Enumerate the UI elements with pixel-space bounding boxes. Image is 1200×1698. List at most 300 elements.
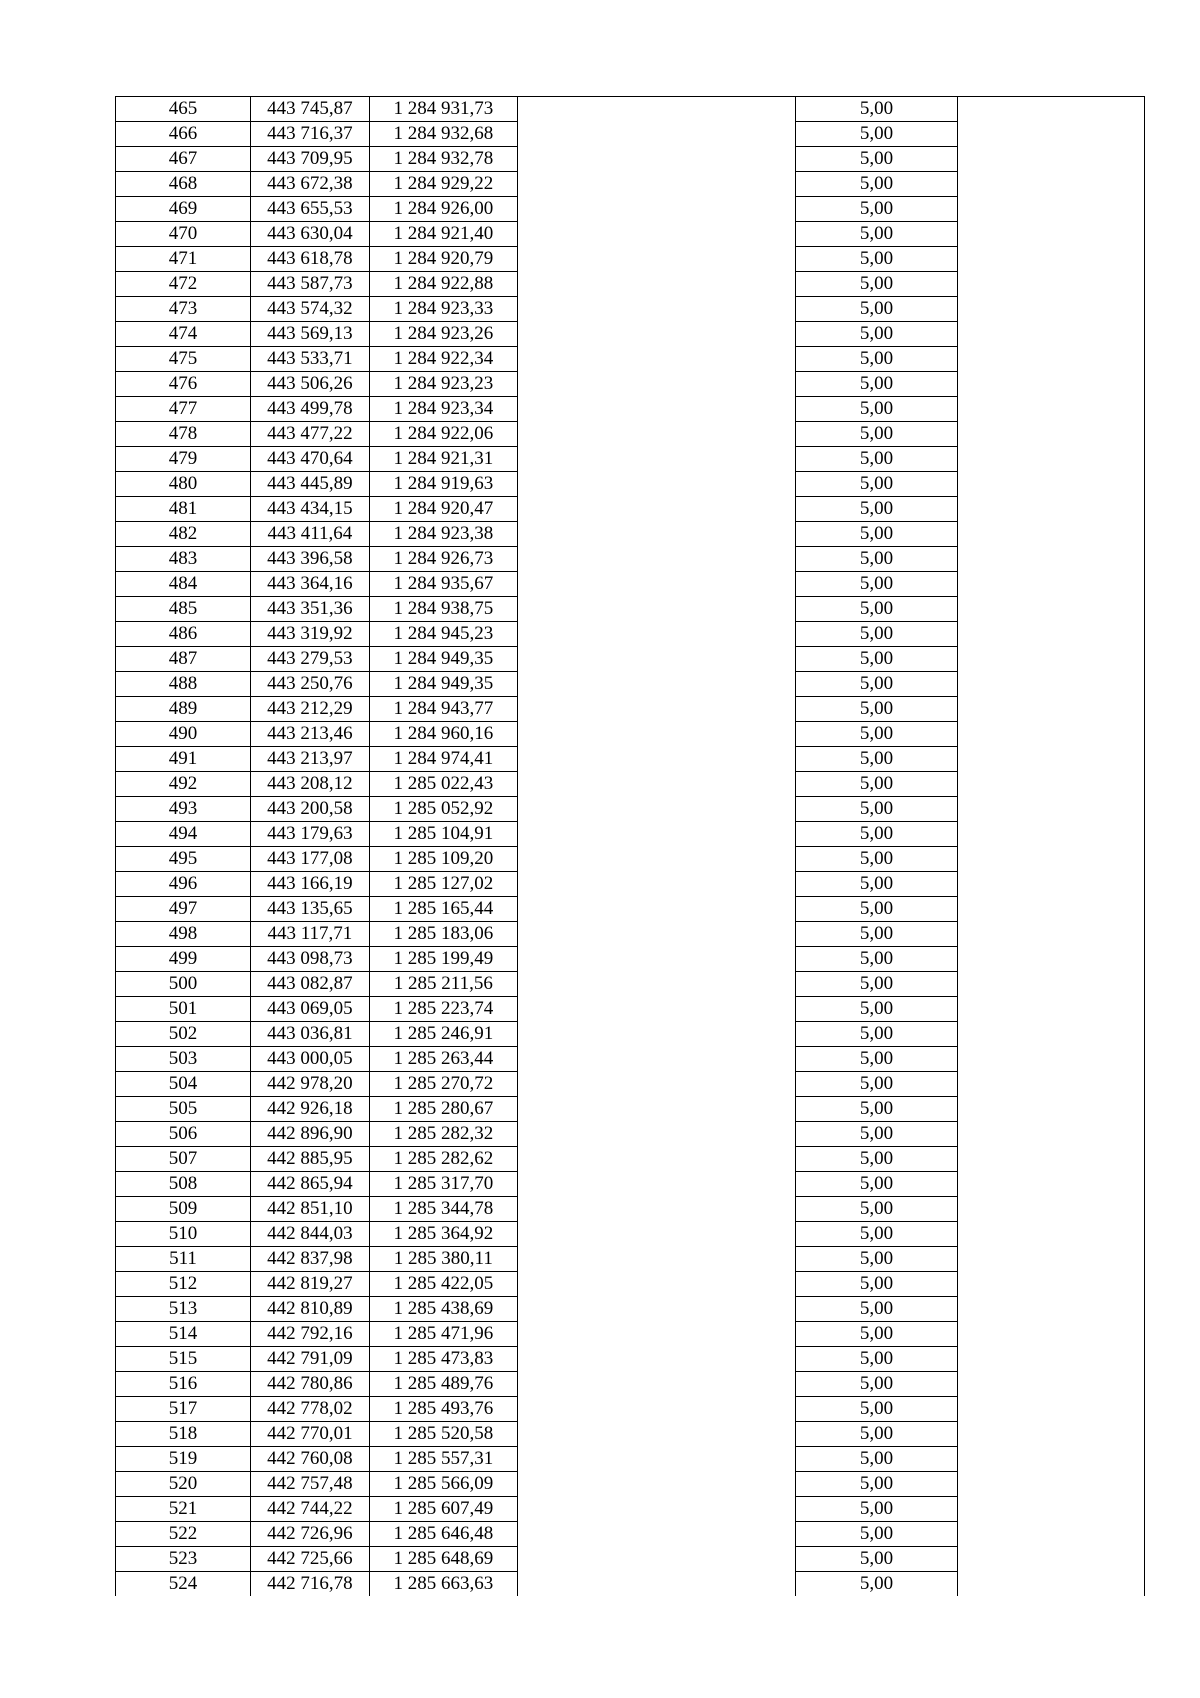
point-number-cell: 476 — [116, 372, 251, 397]
y-coordinate-cell: 1 285 199,49 — [369, 947, 517, 972]
x-coordinate-cell: 443 212,29 — [251, 697, 370, 722]
distance-cell: 5,00 — [796, 472, 958, 497]
empty-cell — [517, 622, 795, 647]
table-row — [116, 872, 1145, 897]
x-coordinate-cell: 443 716,37 — [251, 122, 370, 147]
point-number-cell: 521 — [116, 1497, 251, 1522]
y-coordinate-cell: 1 285 663,63 — [369, 1572, 517, 1597]
point-number-cell: 466 — [116, 122, 251, 147]
x-coordinate-cell: 442 716,78 — [251, 1572, 370, 1597]
table-row — [116, 1472, 1145, 1497]
table-row — [116, 822, 1145, 847]
distance-cell: 5,00 — [796, 1322, 958, 1347]
table-row — [116, 1272, 1145, 1297]
empty-cell — [957, 1297, 1144, 1322]
point-number-cell: 489 — [116, 697, 251, 722]
y-coordinate-cell: 1 284 923,34 — [369, 397, 517, 422]
point-number-cell: 496 — [116, 872, 251, 897]
point-number-cell: 501 — [116, 997, 251, 1022]
table-row — [116, 272, 1145, 297]
point-number-cell: 467 — [116, 147, 251, 172]
distance-cell: 5,00 — [796, 572, 958, 597]
distance-cell: 5,00 — [796, 547, 958, 572]
empty-cell — [517, 1297, 795, 1322]
point-number-cell: 495 — [116, 847, 251, 872]
empty-cell — [957, 722, 1144, 747]
empty-cell — [517, 1047, 795, 1072]
x-coordinate-cell: 443 477,22 — [251, 422, 370, 447]
point-number-cell: 472 — [116, 272, 251, 297]
table-row — [116, 1497, 1145, 1522]
empty-cell — [517, 572, 795, 597]
empty-cell — [957, 922, 1144, 947]
point-number-cell: 475 — [116, 347, 251, 372]
point-number-cell: 493 — [116, 797, 251, 822]
distance-cell: 5,00 — [796, 297, 958, 322]
x-coordinate-cell: 442 791,09 — [251, 1347, 370, 1372]
y-coordinate-cell: 1 284 938,75 — [369, 597, 517, 622]
table-row — [116, 1072, 1145, 1097]
x-coordinate-cell: 443 279,53 — [251, 647, 370, 672]
x-coordinate-cell: 443 200,58 — [251, 797, 370, 822]
empty-cell — [517, 897, 795, 922]
point-number-cell: 502 — [116, 1022, 251, 1047]
empty-cell — [957, 1347, 1144, 1372]
distance-cell: 5,00 — [796, 1072, 958, 1097]
point-number-cell: 484 — [116, 572, 251, 597]
y-coordinate-cell: 1 285 270,72 — [369, 1072, 517, 1097]
distance-cell: 5,00 — [796, 847, 958, 872]
table-row — [116, 622, 1145, 647]
table-row — [116, 697, 1145, 722]
x-coordinate-cell: 442 792,16 — [251, 1322, 370, 1347]
x-coordinate-cell: 443 351,36 — [251, 597, 370, 622]
empty-cell — [517, 997, 795, 1022]
empty-cell — [517, 447, 795, 472]
empty-cell — [957, 947, 1144, 972]
empty-cell — [517, 497, 795, 522]
x-coordinate-cell: 443 213,46 — [251, 722, 370, 747]
table-row — [116, 997, 1145, 1022]
x-coordinate-cell: 443 499,78 — [251, 397, 370, 422]
distance-cell: 5,00 — [796, 422, 958, 447]
point-number-cell: 520 — [116, 1472, 251, 1497]
empty-cell — [957, 747, 1144, 772]
table-row — [116, 397, 1145, 422]
y-coordinate-cell: 1 285 263,44 — [369, 1047, 517, 1072]
y-coordinate-cell: 1 285 648,69 — [369, 1547, 517, 1572]
distance-cell: 5,00 — [796, 872, 958, 897]
distance-cell: 5,00 — [796, 272, 958, 297]
empty-cell — [957, 672, 1144, 697]
x-coordinate-cell: 442 725,66 — [251, 1547, 370, 1572]
x-coordinate-cell: 443 434,15 — [251, 497, 370, 522]
point-number-cell: 498 — [116, 922, 251, 947]
empty-cell — [957, 797, 1144, 822]
point-number-cell: 505 — [116, 1097, 251, 1122]
x-coordinate-cell: 442 819,27 — [251, 1272, 370, 1297]
x-coordinate-cell: 442 810,89 — [251, 1297, 370, 1322]
x-coordinate-cell: 442 744,22 — [251, 1497, 370, 1522]
empty-cell — [957, 822, 1144, 847]
coordinates-table — [115, 96, 1145, 1596]
table-row — [116, 1147, 1145, 1172]
y-coordinate-cell: 1 285 520,58 — [369, 1422, 517, 1447]
distance-cell: 5,00 — [796, 1172, 958, 1197]
distance-cell: 5,00 — [796, 322, 958, 347]
table-row — [116, 647, 1145, 672]
point-number-cell: 468 — [116, 172, 251, 197]
y-coordinate-cell: 1 285 422,05 — [369, 1272, 517, 1297]
empty-cell — [517, 1272, 795, 1297]
table-row — [116, 947, 1145, 972]
empty-cell — [957, 1147, 1144, 1172]
empty-cell — [517, 147, 795, 172]
empty-cell — [517, 1572, 795, 1597]
point-number-cell: 500 — [116, 972, 251, 997]
x-coordinate-cell: 442 926,18 — [251, 1097, 370, 1122]
empty-cell — [517, 522, 795, 547]
empty-cell — [517, 1072, 795, 1097]
table-row — [116, 447, 1145, 472]
distance-cell: 5,00 — [796, 1272, 958, 1297]
x-coordinate-cell: 443 179,63 — [251, 822, 370, 847]
distance-cell: 5,00 — [796, 747, 958, 772]
x-coordinate-cell: 443 135,65 — [251, 897, 370, 922]
point-number-cell: 515 — [116, 1347, 251, 1372]
empty-cell — [957, 1372, 1144, 1397]
empty-cell — [517, 1347, 795, 1372]
empty-cell — [957, 272, 1144, 297]
empty-cell — [517, 172, 795, 197]
table-row — [116, 172, 1145, 197]
point-number-cell: 522 — [116, 1522, 251, 1547]
empty-cell — [957, 497, 1144, 522]
empty-cell — [517, 847, 795, 872]
x-coordinate-cell: 443 364,16 — [251, 572, 370, 597]
table-row — [116, 747, 1145, 772]
point-number-cell: 480 — [116, 472, 251, 497]
y-coordinate-cell: 1 284 929,22 — [369, 172, 517, 197]
point-number-cell: 518 — [116, 1422, 251, 1447]
x-coordinate-cell: 443 411,64 — [251, 522, 370, 547]
empty-cell — [517, 372, 795, 397]
table-row — [116, 197, 1145, 222]
empty-cell — [957, 147, 1144, 172]
y-coordinate-cell: 1 284 923,38 — [369, 522, 517, 547]
table-row — [116, 1397, 1145, 1422]
table-row — [116, 472, 1145, 497]
point-number-cell: 471 — [116, 247, 251, 272]
empty-cell — [957, 1047, 1144, 1072]
y-coordinate-cell: 1 285 473,83 — [369, 1347, 517, 1372]
empty-cell — [957, 472, 1144, 497]
distance-cell: 5,00 — [796, 622, 958, 647]
distance-cell: 5,00 — [796, 997, 958, 1022]
empty-cell — [517, 1322, 795, 1347]
x-coordinate-cell: 442 851,10 — [251, 1197, 370, 1222]
empty-cell — [957, 847, 1144, 872]
y-coordinate-cell: 1 285 183,06 — [369, 922, 517, 947]
y-coordinate-cell: 1 284 943,77 — [369, 697, 517, 722]
x-coordinate-cell: 443 574,32 — [251, 297, 370, 322]
empty-cell — [957, 1122, 1144, 1147]
x-coordinate-cell: 442 760,08 — [251, 1447, 370, 1472]
distance-cell: 5,00 — [796, 922, 958, 947]
y-coordinate-cell: 1 285 607,49 — [369, 1497, 517, 1522]
x-coordinate-cell: 443 618,78 — [251, 247, 370, 272]
empty-cell — [517, 597, 795, 622]
table-row — [116, 1197, 1145, 1222]
empty-cell — [517, 1547, 795, 1572]
empty-cell — [517, 422, 795, 447]
empty-cell — [517, 1147, 795, 1172]
point-number-cell: 485 — [116, 597, 251, 622]
empty-cell — [957, 372, 1144, 397]
y-coordinate-cell: 1 284 935,67 — [369, 572, 517, 597]
x-coordinate-cell: 442 837,98 — [251, 1247, 370, 1272]
empty-cell — [517, 97, 795, 122]
table-row — [116, 247, 1145, 272]
x-coordinate-cell: 443 506,26 — [251, 372, 370, 397]
y-coordinate-cell: 1 285 282,62 — [369, 1147, 517, 1172]
table-row — [116, 1222, 1145, 1247]
distance-cell: 5,00 — [796, 397, 958, 422]
x-coordinate-cell: 442 844,03 — [251, 1222, 370, 1247]
empty-cell — [957, 597, 1144, 622]
y-coordinate-cell: 1 285 344,78 — [369, 1197, 517, 1222]
table-row — [116, 922, 1145, 947]
y-coordinate-cell: 1 285 566,09 — [369, 1472, 517, 1497]
table-row — [116, 1122, 1145, 1147]
distance-cell: 5,00 — [796, 597, 958, 622]
point-number-cell: 519 — [116, 1447, 251, 1472]
empty-cell — [517, 822, 795, 847]
table-row — [116, 797, 1145, 822]
x-coordinate-cell: 443 396,58 — [251, 547, 370, 572]
empty-cell — [517, 397, 795, 422]
y-coordinate-cell: 1 285 109,20 — [369, 847, 517, 872]
empty-cell — [957, 347, 1144, 372]
empty-cell — [957, 1072, 1144, 1097]
empty-cell — [957, 1222, 1144, 1247]
y-coordinate-cell: 1 284 922,88 — [369, 272, 517, 297]
empty-cell — [957, 872, 1144, 897]
empty-cell — [517, 1022, 795, 1047]
empty-cell — [957, 1197, 1144, 1222]
y-coordinate-cell: 1 285 223,74 — [369, 997, 517, 1022]
y-coordinate-cell: 1 284 949,35 — [369, 672, 517, 697]
empty-cell — [957, 322, 1144, 347]
empty-cell — [517, 1097, 795, 1122]
y-coordinate-cell: 1 285 052,92 — [369, 797, 517, 822]
y-coordinate-cell: 1 284 920,79 — [369, 247, 517, 272]
table-row — [116, 672, 1145, 697]
point-number-cell: 486 — [116, 622, 251, 647]
point-number-cell: 492 — [116, 772, 251, 797]
empty-cell — [957, 1272, 1144, 1297]
x-coordinate-cell: 443 319,92 — [251, 622, 370, 647]
distance-cell: 5,00 — [796, 772, 958, 797]
distance-cell: 5,00 — [796, 672, 958, 697]
empty-cell — [957, 1172, 1144, 1197]
point-number-cell: 473 — [116, 297, 251, 322]
x-coordinate-cell: 443 117,71 — [251, 922, 370, 947]
empty-cell — [957, 397, 1144, 422]
empty-cell — [957, 1097, 1144, 1122]
y-coordinate-cell: 1 284 923,26 — [369, 322, 517, 347]
y-coordinate-cell: 1 284 920,47 — [369, 497, 517, 522]
x-coordinate-cell: 443 000,05 — [251, 1047, 370, 1072]
distance-cell: 5,00 — [796, 897, 958, 922]
y-coordinate-cell: 1 284 926,00 — [369, 197, 517, 222]
y-coordinate-cell: 1 284 926,73 — [369, 547, 517, 572]
empty-cell — [957, 1247, 1144, 1272]
empty-cell — [957, 1022, 1144, 1047]
y-coordinate-cell: 1 285 127,02 — [369, 872, 517, 897]
distance-cell: 5,00 — [796, 972, 958, 997]
distance-cell: 5,00 — [796, 1047, 958, 1072]
y-coordinate-cell: 1 285 471,96 — [369, 1322, 517, 1347]
distance-cell: 5,00 — [796, 1547, 958, 1572]
x-coordinate-cell: 443 672,38 — [251, 172, 370, 197]
x-coordinate-cell: 443 069,05 — [251, 997, 370, 1022]
empty-cell — [517, 297, 795, 322]
point-number-cell: 507 — [116, 1147, 251, 1172]
empty-cell — [517, 922, 795, 947]
y-coordinate-cell: 1 285 282,32 — [369, 1122, 517, 1147]
table-row — [116, 1247, 1145, 1272]
empty-cell — [517, 672, 795, 697]
empty-cell — [517, 1522, 795, 1547]
empty-cell — [957, 647, 1144, 672]
y-coordinate-cell: 1 284 921,40 — [369, 222, 517, 247]
distance-cell: 5,00 — [796, 1097, 958, 1122]
y-coordinate-cell: 1 284 921,31 — [369, 447, 517, 472]
point-number-cell: 511 — [116, 1247, 251, 1272]
empty-cell — [517, 547, 795, 572]
coordinates-table-body — [116, 97, 1145, 1597]
x-coordinate-cell: 443 208,12 — [251, 772, 370, 797]
empty-cell — [957, 697, 1144, 722]
y-coordinate-cell: 1 284 919,63 — [369, 472, 517, 497]
empty-cell — [517, 472, 795, 497]
point-number-cell: 514 — [116, 1322, 251, 1347]
empty-cell — [517, 347, 795, 372]
table-row — [116, 1172, 1145, 1197]
table-row — [116, 147, 1145, 172]
table-row — [116, 522, 1145, 547]
empty-cell — [517, 1122, 795, 1147]
empty-cell — [957, 1472, 1144, 1497]
distance-cell: 5,00 — [796, 1497, 958, 1522]
x-coordinate-cell: 443 177,08 — [251, 847, 370, 872]
distance-cell: 5,00 — [796, 172, 958, 197]
x-coordinate-cell: 443 533,71 — [251, 347, 370, 372]
point-number-cell: 482 — [116, 522, 251, 547]
point-number-cell: 497 — [116, 897, 251, 922]
x-coordinate-cell: 443 655,53 — [251, 197, 370, 222]
distance-cell: 5,00 — [796, 197, 958, 222]
point-number-cell: 479 — [116, 447, 251, 472]
empty-cell — [957, 1547, 1144, 1572]
empty-cell — [957, 1522, 1144, 1547]
distance-cell: 5,00 — [796, 247, 958, 272]
empty-cell — [957, 1497, 1144, 1522]
distance-cell: 5,00 — [796, 1347, 958, 1372]
x-coordinate-cell: 443 166,19 — [251, 872, 370, 897]
table-row — [116, 1322, 1145, 1347]
empty-cell — [957, 172, 1144, 197]
y-coordinate-cell: 1 285 246,91 — [369, 1022, 517, 1047]
x-coordinate-cell: 442 865,94 — [251, 1172, 370, 1197]
point-number-cell: 524 — [116, 1572, 251, 1597]
empty-cell — [957, 622, 1144, 647]
table-row — [116, 897, 1145, 922]
y-coordinate-cell: 1 284 932,78 — [369, 147, 517, 172]
point-number-cell: 488 — [116, 672, 251, 697]
table-row — [116, 322, 1145, 347]
point-number-cell: 516 — [116, 1372, 251, 1397]
point-number-cell: 506 — [116, 1122, 251, 1147]
empty-cell — [957, 422, 1144, 447]
table-row — [116, 122, 1145, 147]
x-coordinate-cell: 443 587,73 — [251, 272, 370, 297]
empty-cell — [957, 772, 1144, 797]
x-coordinate-cell: 443 098,73 — [251, 947, 370, 972]
empty-cell — [517, 1222, 795, 1247]
empty-cell — [957, 447, 1144, 472]
empty-cell — [957, 1322, 1144, 1347]
distance-cell: 5,00 — [796, 1522, 958, 1547]
y-coordinate-cell: 1 285 438,69 — [369, 1297, 517, 1322]
distance-cell: 5,00 — [796, 1197, 958, 1222]
y-coordinate-cell: 1 284 949,35 — [369, 647, 517, 672]
table-row — [116, 1347, 1145, 1372]
point-number-cell: 481 — [116, 497, 251, 522]
empty-cell — [517, 1172, 795, 1197]
table-row — [116, 972, 1145, 997]
x-coordinate-cell: 442 770,01 — [251, 1422, 370, 1447]
empty-cell — [517, 1447, 795, 1472]
empty-cell — [957, 247, 1144, 272]
empty-cell — [517, 1397, 795, 1422]
distance-cell: 5,00 — [796, 1447, 958, 1472]
distance-cell: 5,00 — [796, 1472, 958, 1497]
point-number-cell: 491 — [116, 747, 251, 772]
distance-cell: 5,00 — [796, 1372, 958, 1397]
distance-cell: 5,00 — [796, 797, 958, 822]
distance-cell: 5,00 — [796, 1297, 958, 1322]
x-coordinate-cell: 443 709,95 — [251, 147, 370, 172]
empty-cell — [957, 197, 1144, 222]
point-number-cell: 499 — [116, 947, 251, 972]
distance-cell: 5,00 — [796, 947, 958, 972]
table-row — [116, 847, 1145, 872]
empty-cell — [517, 972, 795, 997]
point-number-cell: 487 — [116, 647, 251, 672]
table-row — [116, 347, 1145, 372]
x-coordinate-cell: 443 470,64 — [251, 447, 370, 472]
point-number-cell: 509 — [116, 1197, 251, 1222]
empty-cell — [517, 197, 795, 222]
x-coordinate-cell: 443 569,13 — [251, 322, 370, 347]
empty-cell — [957, 547, 1144, 572]
table-row — [116, 372, 1145, 397]
point-number-cell: 504 — [116, 1072, 251, 1097]
y-coordinate-cell: 1 285 557,31 — [369, 1447, 517, 1472]
empty-cell — [517, 747, 795, 772]
